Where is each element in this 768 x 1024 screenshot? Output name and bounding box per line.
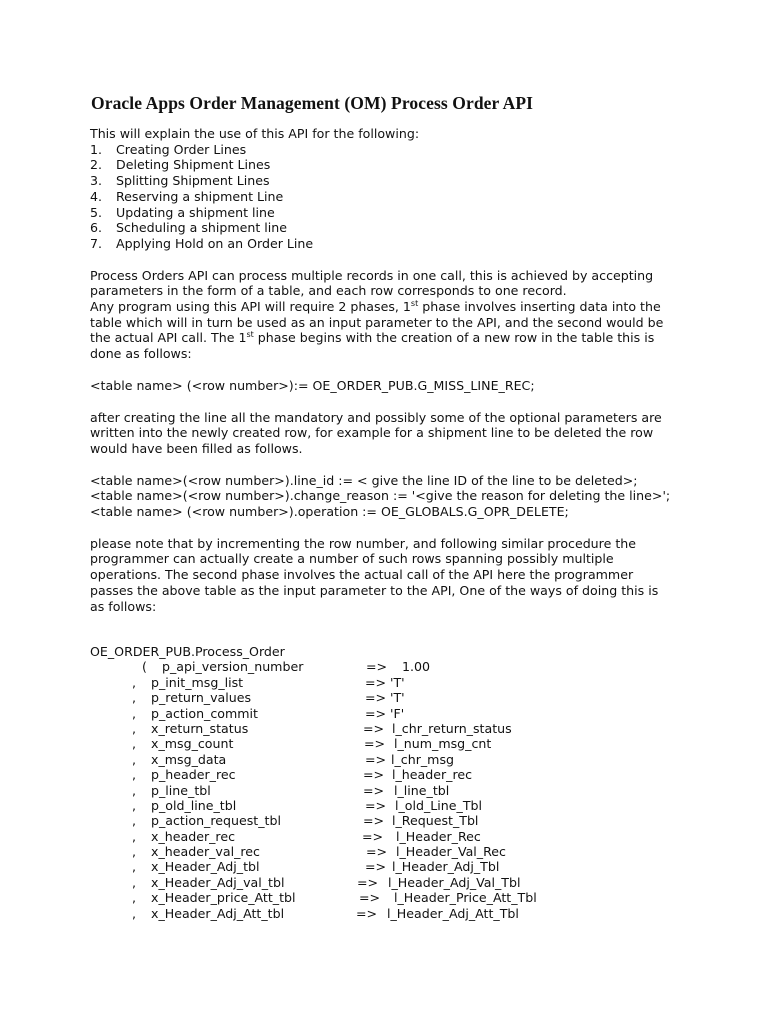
list-item: 3. Splitting Shipment Lines xyxy=(90,173,270,189)
param-row: , x_Header_Adj_tbl => l_Header_Adj_Tbl xyxy=(132,859,500,875)
param-row: , p_header_rec => l_header_rec xyxy=(132,767,473,783)
param-row: , p_action_commit => 'F' xyxy=(132,705,405,721)
param-row: , p_old_line_tbl => l_old_Line_Tbl xyxy=(132,797,483,813)
param-row: , p_init_msg_list => 'T' xyxy=(132,674,405,690)
page-title: Oracle Apps Order Management (OM) Process Order API xyxy=(91,93,534,113)
param-row: , x_return_status => l_chr_return_status xyxy=(132,720,512,736)
process-order-call xyxy=(90,644,690,921)
paragraph-second-phase: please note that by incrementing the row number, and following similar procedure the programmer can actually create a number of such rows spanning possibly multiple operations. The second phase involves the actual call of the API here the programmer passes the above table as the input parameter to the API, One of the ways of doing this is as follows: xyxy=(90,535,659,614)
param-row: , p_action_request_tbl => l_Request_Tbl xyxy=(132,813,479,829)
list-item: 6. Scheduling a shipment line xyxy=(90,220,288,236)
param-row: ( p_api_version_number => 1.00 xyxy=(142,659,431,675)
param-row: , x_msg_data => l_chr_msg xyxy=(132,751,454,767)
param-row: , p_line_tbl => l_line_tbl xyxy=(132,782,450,798)
param-row: , x_Header_Adj_val_tbl => l_Header_Adj_Val_Tbl xyxy=(132,874,521,890)
intro-text: This will explain the use of this API for the following: xyxy=(90,126,420,141)
param-row: , x_msg_count => l_num_msg_cnt xyxy=(132,736,492,752)
paragraph-phases: Process Orders API can process multiple records in one call, this is achieved by accepting parameters in the form of a table, and each row corresponds to one record. Any program using this API will require 2 phases, 1st phase involves inserting data into the table which will in turn be used as an input parameter to the API, and the second would be the actual API call. The 1st phase begins with the creation of a new row in the table this is done as follows: xyxy=(90,267,664,362)
paragraph-mandatory: after creating the line all the mandatory and possibly some of the optional parameters are written into the newly created row, for example for a shipment line to be deleted the row would have been filled as follows. xyxy=(90,409,662,456)
code-delete-row: <table name>(<row number>).line_id := < give the line ID of the line to be deleted>; <table name>(<row number>).change_reason := '<give the reason for deleting the line>'; <table name> (<row number>).operation := OE_GLOBALS.G_OPR_DELETE; xyxy=(90,472,671,520)
uses-list xyxy=(90,142,690,252)
list-item: 1. Creating Order Lines xyxy=(90,141,247,157)
list-item: 7. Applying Hold on an Order Line xyxy=(90,235,314,251)
param-row: , x_Header_Adj_Att_tbl => l_Header_Adj_Att_Tbl xyxy=(132,905,519,921)
param-row: , x_Header_price_Att_tbl => l_Header_Price_Att_Tbl xyxy=(132,890,537,906)
param-row: , x_header_rec => l_Header_Rec xyxy=(132,828,481,844)
call-header: OE_ORDER_PUB.Process_Order xyxy=(90,644,285,659)
param-row: , p_return_values => 'T' xyxy=(132,690,405,706)
list-item: 4. Reserving a shipment Line xyxy=(90,188,284,204)
param-row: , x_header_val_rec => l_Header_Val_Rec xyxy=(132,844,506,860)
code-create-row: <table name> (<row number>):= OE_ORDER_PUB.G_MISS_LINE_REC; xyxy=(90,377,535,393)
call-params xyxy=(90,659,690,921)
list-item: 2. Deleting Shipment Lines xyxy=(90,157,271,173)
list-item: 5. Updating a shipment line xyxy=(90,204,275,220)
document-body xyxy=(90,126,690,614)
